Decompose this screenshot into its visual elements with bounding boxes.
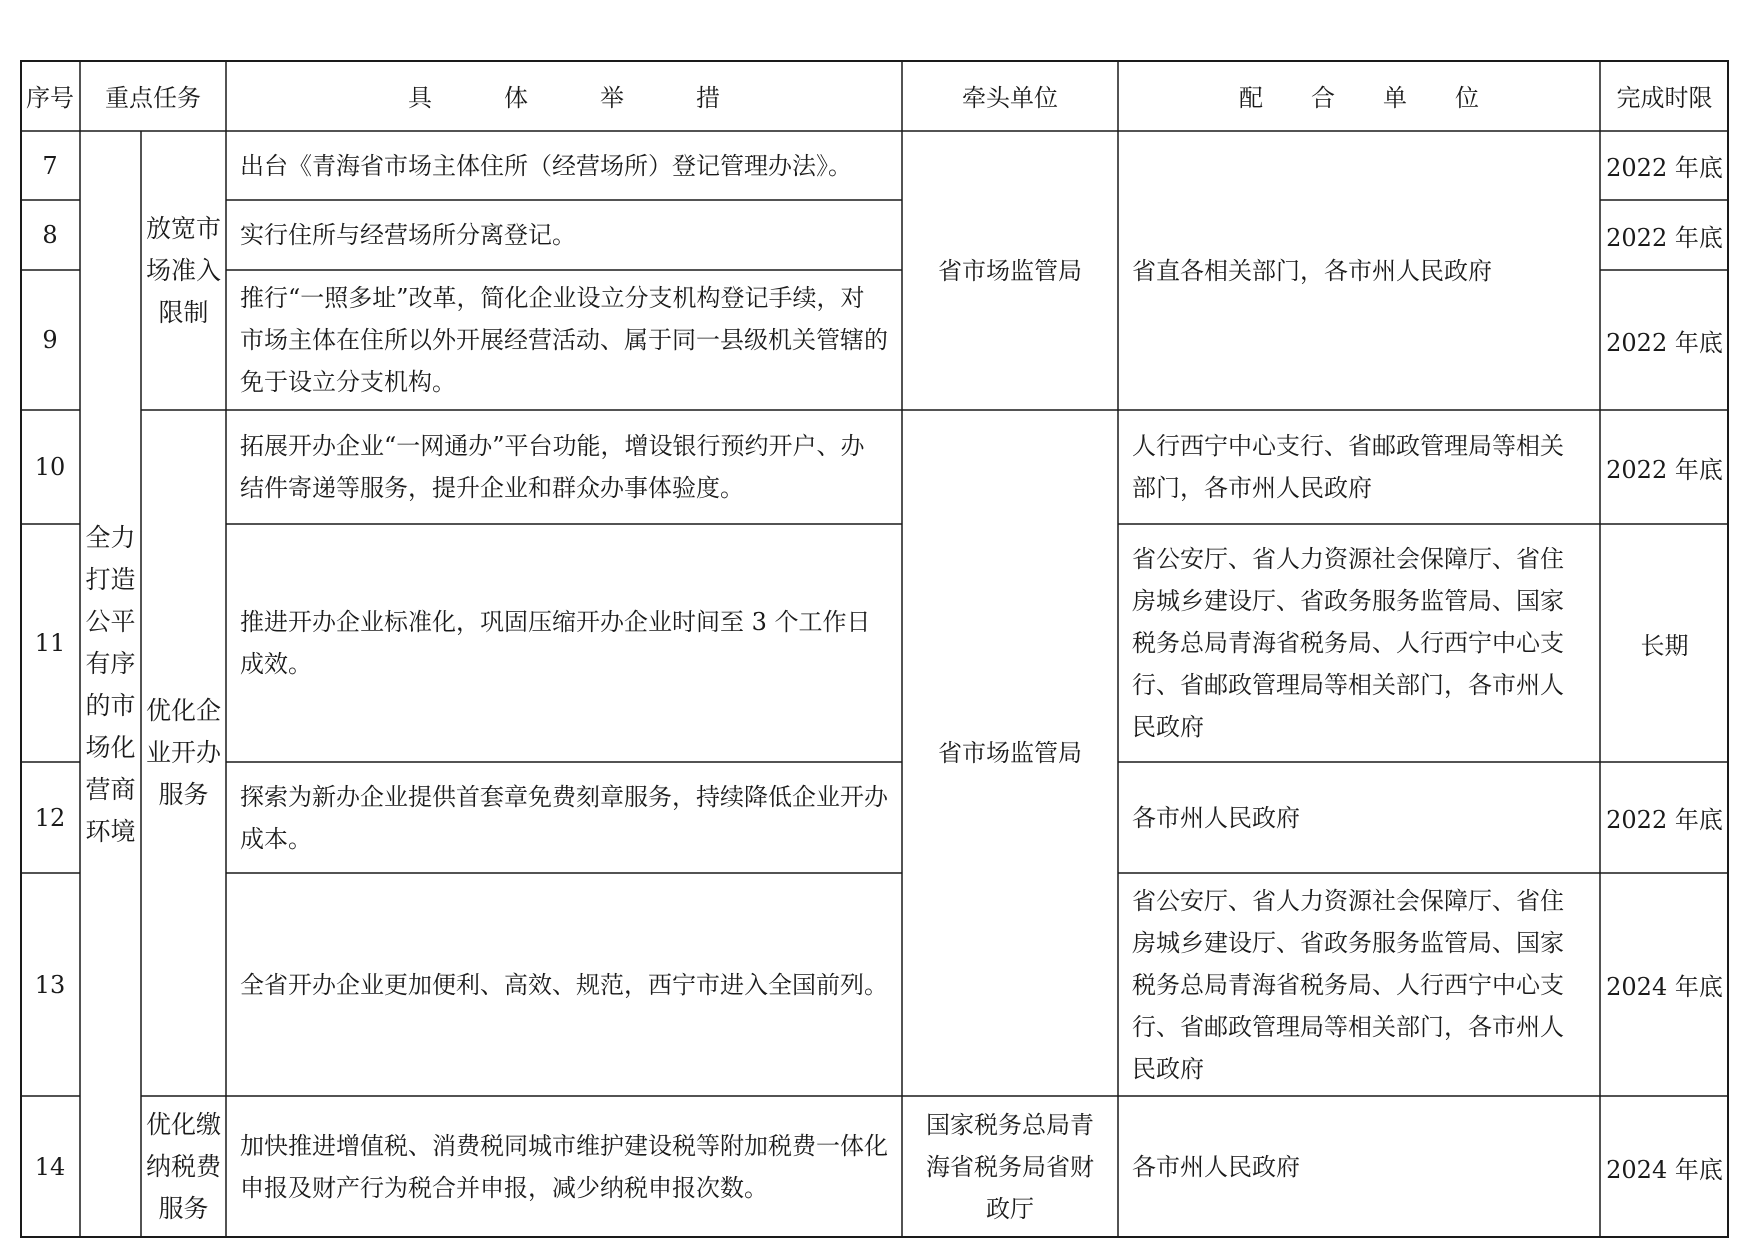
lead-unit-cell: 省市场监管局: [938, 739, 1082, 767]
row-seq: 14: [34, 1153, 66, 1181]
header-key-task: 重点任务: [105, 84, 201, 112]
row-seq: 9: [42, 326, 58, 354]
row-coop: 人行西宁中心支行、省邮政管理局等相关部门，各市州人民政府: [1132, 432, 1564, 502]
policy-table: [20, 60, 1729, 1238]
row-measure: 加快推进增值税、消费税同城市维护建设税等附加税费一体化申报及财产行为税合并申报，减少纳税申报次数。: [240, 1132, 888, 1202]
row-coop: 省公安厅、省人力资源社会保障厅、省住房城乡建设厅、省政务服务监管局、国家税务总局青海省税务局、人行西宁中心支行、省邮政管理局等相关部门，各市州人民政府: [1132, 545, 1564, 741]
header-measures: 具 体 举 措: [408, 84, 720, 112]
row-deadline: 2022 年底: [1606, 328, 1723, 357]
row-measure: 推行“一照多址”改革，简化企业设立分支机构登记手续，对市场主体在住所以外开展经营活动、属于同一县级机关管辖的免于设立分支机构。: [240, 284, 888, 396]
row-deadline: 2022 年底: [1606, 455, 1723, 484]
row-deadline: 2022 年底: [1606, 154, 1723, 182]
header-deadline: 完成时限: [1616, 84, 1713, 112]
row-measure: 实行住所与经营场所分离登记。: [240, 221, 576, 249]
row-coop: 省公安厅、省人力资源社会保障厅、省住房城乡建设厅、省政务服务监管局、国家税务总局青海省税务局、人行西宁中心支行、省邮政管理局等相关部门，各市州人民政府: [1132, 886, 1564, 1083]
row-seq: 11: [34, 629, 66, 657]
coop-unit-cell: 省直各相关部门，各市州人民政府: [1132, 256, 1492, 285]
row-coop: 各市州人民政府: [1132, 1153, 1300, 1181]
lead-unit-cell: 省市场监管局: [938, 256, 1082, 285]
row-deadline: 长期: [1640, 631, 1689, 660]
row-seq: 13: [34, 970, 66, 999]
header-coop-units: 配 合 单 位: [1239, 84, 1479, 112]
subtask-cell: 放宽市场准入限制: [145, 213, 221, 327]
lead-unit-cell: 国家税务总局青海省税务局省财政厅: [926, 1111, 1094, 1223]
row-deadline: 2024 年底: [1606, 973, 1723, 1001]
subtask-cell: 优化企业开办服务: [145, 696, 221, 809]
category-cell: 全力打造公平有序的市场化营商环境: [85, 522, 136, 846]
row-deadline: 2022 年底: [1606, 806, 1723, 834]
header-lead-unit: 牵头单位: [962, 84, 1058, 112]
row-measure: 出台《青海省市场主体住所（经营场所）登记管理办法》。: [240, 151, 852, 180]
row-seq: 10: [34, 453, 66, 481]
row-measure: 拓展开办企业“一网通办”平台功能，增设银行预约开户、办结件寄递等服务，提升企业和群众办事体验度。: [240, 432, 865, 502]
row-seq: 8: [42, 221, 58, 249]
row-seq: 12: [34, 803, 66, 832]
row-deadline: 2024 年底: [1606, 1155, 1723, 1184]
row-deadline: 2022 年底: [1606, 223, 1723, 252]
row-measure: 全省开办企业更加便利、高效、规范，西宁市进入全国前列。: [240, 970, 888, 999]
row-measure: 探索为新办企业提供首套章免费刻章服务，持续降低企业开办成本。: [240, 782, 888, 853]
header-seq: 序号: [26, 84, 74, 112]
row-seq: 7: [42, 151, 58, 180]
row-measure: 推进开办企业标准化，巩固压缩开办企业时间至 3 个工作日成效。: [240, 608, 871, 678]
subtask-cell: 优化缴纳税费服务: [145, 1110, 221, 1223]
row-coop: 各市州人民政府: [1132, 803, 1300, 832]
